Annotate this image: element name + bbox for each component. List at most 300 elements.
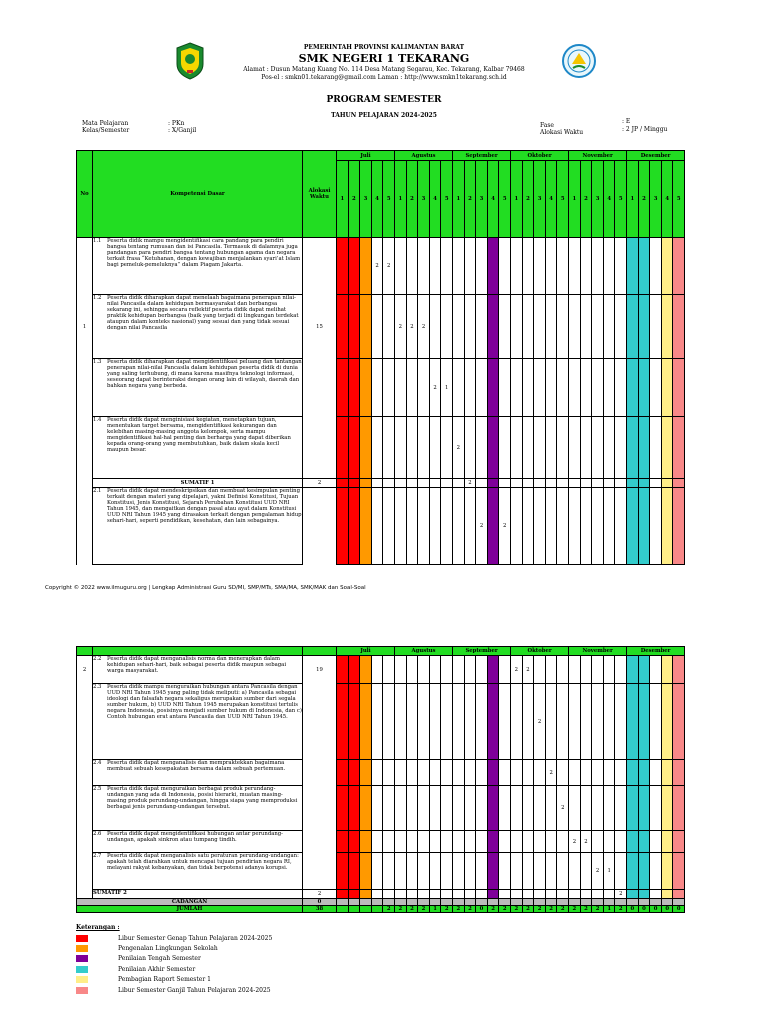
kd-number: 1.3 xyxy=(93,359,102,365)
week-cell xyxy=(638,417,650,479)
week-cell xyxy=(476,238,488,295)
week-cell xyxy=(557,656,569,684)
week-cell xyxy=(650,479,662,488)
kd-text: Peserta didik dapat menganalisis satu peraturan perundang-undangan: apakah telah diarahkan untuk mencapai tujuan pendirian negara RI, melayani rakyat kebanyakan, dan tidak berpotensi adanya korupsi. xyxy=(107,853,299,871)
kd-number: 2.7 xyxy=(93,853,102,859)
sumatif-row xyxy=(77,890,685,899)
week-cell xyxy=(638,684,650,760)
week-cell: 2 xyxy=(441,906,453,913)
week-cell xyxy=(360,890,372,899)
week-cell xyxy=(395,417,407,479)
week-cell xyxy=(395,684,407,760)
week-cell xyxy=(406,359,418,417)
kd-entry xyxy=(93,853,302,871)
week-cell: 2 xyxy=(534,906,546,913)
week-cell xyxy=(650,853,662,890)
week-cell xyxy=(418,479,430,488)
week-cell xyxy=(661,479,673,488)
week-cell xyxy=(464,684,476,760)
no-cell xyxy=(77,488,93,565)
no-cell xyxy=(77,359,93,417)
week-cell xyxy=(453,479,465,488)
week-cell xyxy=(476,417,488,479)
week-cell xyxy=(348,238,360,295)
kd-row xyxy=(77,853,685,890)
week-cell xyxy=(418,890,430,899)
alokasi-cell: 2 xyxy=(303,890,337,899)
no-cell xyxy=(77,238,93,295)
week-header: 3 xyxy=(476,161,488,238)
week-cell xyxy=(545,417,557,479)
alokasi-cell xyxy=(303,238,337,295)
week-cell xyxy=(337,479,349,488)
legend-item xyxy=(76,975,272,985)
week-cell xyxy=(371,906,383,913)
legend-swatch xyxy=(76,976,88,983)
week-cell xyxy=(522,238,534,295)
week-cell xyxy=(650,238,662,295)
week-cell xyxy=(534,899,546,906)
week-cell xyxy=(464,295,476,359)
week-cell xyxy=(580,786,592,831)
no-header xyxy=(77,647,93,656)
jumlah-label: JUMLAH xyxy=(77,906,303,913)
week-cell xyxy=(661,890,673,899)
week-cell xyxy=(569,417,581,479)
week-cell xyxy=(661,295,673,359)
week-cell: 2 xyxy=(615,890,627,899)
week-cell: 2 xyxy=(545,760,557,786)
week-cell xyxy=(476,295,488,359)
jumlah-row xyxy=(77,906,685,913)
week-cell xyxy=(534,831,546,853)
sumatif-label: SUMATIF 2 xyxy=(93,890,303,899)
kd-text: Peserta didik dapat mengidentifikasi hubungan antar perundang-undangan, apakah sinkron atau tumpang tindih. xyxy=(107,831,283,843)
kd-number: 2.4 xyxy=(93,760,102,766)
kd-cell xyxy=(93,853,303,890)
week-cell xyxy=(429,890,441,899)
week-cell xyxy=(580,238,592,295)
week-cell xyxy=(522,479,534,488)
week-cell xyxy=(627,831,639,853)
week-cell xyxy=(661,488,673,565)
week-cell xyxy=(337,488,349,565)
legend-label: Libur Semester Genap Tahun Pelajaran 2024-2025 xyxy=(118,934,273,942)
week-cell xyxy=(592,488,604,565)
week-cell xyxy=(406,417,418,479)
week-cell xyxy=(499,831,511,853)
week-cell xyxy=(499,890,511,899)
week-cell xyxy=(383,786,395,831)
week-cell xyxy=(371,359,383,417)
week-cell xyxy=(371,831,383,853)
week-cell xyxy=(348,417,360,479)
week-cell xyxy=(476,656,488,684)
week-cell: 2 xyxy=(511,656,523,684)
week-cell: 2 xyxy=(592,853,604,890)
week-cell xyxy=(534,786,546,831)
week-cell xyxy=(650,417,662,479)
week-cell: 2 xyxy=(522,656,534,684)
week-cell xyxy=(360,786,372,831)
week-header: 5 xyxy=(615,161,627,238)
alokasi-header xyxy=(303,647,337,656)
week-cell xyxy=(522,488,534,565)
week-cell xyxy=(592,656,604,684)
week-cell xyxy=(557,479,569,488)
week-cell xyxy=(569,760,581,786)
week-cell: 2 xyxy=(487,906,499,913)
week-cell xyxy=(615,479,627,488)
month-header: Desember xyxy=(627,151,685,161)
week-cell xyxy=(603,238,615,295)
week-cell: 0 xyxy=(627,906,639,913)
legend-item xyxy=(76,985,272,995)
no-header: No xyxy=(77,151,93,238)
week-cell xyxy=(348,906,360,913)
week-cell xyxy=(395,899,407,906)
week-cell xyxy=(441,238,453,295)
week-cell xyxy=(499,684,511,760)
week-cell xyxy=(395,488,407,565)
week-cell xyxy=(673,488,685,565)
week-cell xyxy=(627,417,639,479)
week-cell xyxy=(592,417,604,479)
week-cell xyxy=(627,656,639,684)
week-cell xyxy=(487,656,499,684)
week-cell xyxy=(650,890,662,899)
week-cell xyxy=(673,760,685,786)
week-cell xyxy=(453,295,465,359)
week-cell xyxy=(638,899,650,906)
week-cell: 2 xyxy=(557,786,569,831)
week-cell: 0 xyxy=(661,906,673,913)
week-cell xyxy=(557,488,569,565)
week-cell: 1 xyxy=(441,359,453,417)
week-cell xyxy=(418,760,430,786)
week-cell xyxy=(360,906,372,913)
week-cell: 1 xyxy=(429,906,441,913)
week-cell xyxy=(418,853,430,890)
week-cell xyxy=(569,853,581,890)
copyright-note: Copyright © 2022 www.ilmuguru.org | Lengkap Administrasi Guru SD/MI, SMP/MTs, SMA/MA, SMK/MAK dan Soal-Soal xyxy=(45,585,366,591)
week-cell xyxy=(545,488,557,565)
week-cell xyxy=(464,831,476,853)
week-cell xyxy=(371,479,383,488)
week-cell xyxy=(511,760,523,786)
week-cell xyxy=(557,417,569,479)
week-cell xyxy=(453,238,465,295)
week-cell xyxy=(395,479,407,488)
week-cell: 2 xyxy=(418,906,430,913)
kd-row xyxy=(77,831,685,853)
week-cell xyxy=(627,684,639,760)
week-cell xyxy=(661,684,673,760)
week-cell xyxy=(441,760,453,786)
week-cell xyxy=(383,656,395,684)
week-cell xyxy=(429,238,441,295)
week-cell xyxy=(383,760,395,786)
week-cell xyxy=(545,656,557,684)
week-cell xyxy=(661,238,673,295)
kd-cell xyxy=(93,760,303,786)
week-cell xyxy=(511,890,523,899)
week-header: 3 xyxy=(534,161,546,238)
week-cell xyxy=(441,417,453,479)
week-cell xyxy=(383,890,395,899)
month-header: November xyxy=(569,151,627,161)
week-cell xyxy=(627,853,639,890)
week-cell xyxy=(499,238,511,295)
week-cell xyxy=(592,295,604,359)
kd-row xyxy=(77,417,685,479)
week-cell xyxy=(580,295,592,359)
week-header: 2 xyxy=(348,161,360,238)
week-cell xyxy=(395,359,407,417)
week-cell xyxy=(638,359,650,417)
week-cell xyxy=(337,853,349,890)
week-cell xyxy=(371,417,383,479)
week-cell xyxy=(534,488,546,565)
week-cell xyxy=(580,359,592,417)
week-cell xyxy=(395,853,407,890)
week-cell xyxy=(615,359,627,417)
kd-number: 1.4 xyxy=(93,417,102,423)
week-cell xyxy=(661,656,673,684)
week-cell xyxy=(418,417,430,479)
week-cell xyxy=(453,656,465,684)
week-cell xyxy=(441,831,453,853)
week-cell: 2 xyxy=(592,906,604,913)
week-cell xyxy=(673,295,685,359)
week-cell xyxy=(383,488,395,565)
kd-cell xyxy=(93,359,303,417)
week-cell xyxy=(406,684,418,760)
kd-cell xyxy=(93,684,303,760)
week-header: 1 xyxy=(337,161,349,238)
alokasi-cell: 2 xyxy=(303,479,337,488)
kd-cell xyxy=(93,295,303,359)
alokasi-cell: 0 xyxy=(303,899,337,906)
week-cell xyxy=(580,899,592,906)
week-cell xyxy=(395,890,407,899)
kd-header: Kompetensi Dasar xyxy=(93,151,303,238)
week-cell xyxy=(557,238,569,295)
week-cell xyxy=(638,786,650,831)
week-cell: 1 xyxy=(603,853,615,890)
kd-text: Peserta didik mampu menguraikan hubungan antara Pancasila dengan UUD NRI Tahun 1945 yang paling tidak meliputi: a) Pancasila sebagai ideologi dan falsafah negara sekaligus merupakan sumber dari segala sumber hukum, b) UUD NRI Tahun 1945 merupakan konstitusi tertulis negara Indonesia, posisinya menjadi sumber hukum di Indonesia, dan c) Contoh hubungan erat antara Pancasila dan UUD NRI Tahun 1945. xyxy=(107,684,302,720)
week-cell xyxy=(603,479,615,488)
program-semester-table-page1 xyxy=(76,150,685,565)
week-cell xyxy=(418,786,430,831)
legend-label: Pembagian Raport Semester 1 xyxy=(118,976,211,984)
week-cell xyxy=(499,899,511,906)
week-cell xyxy=(453,359,465,417)
week-cell xyxy=(673,359,685,417)
kd-entry xyxy=(93,359,302,389)
no-cell: 2 xyxy=(77,656,93,684)
week-cell xyxy=(557,760,569,786)
alokasi-label: Alokasi Waktu xyxy=(540,129,584,136)
week-header: 3 xyxy=(650,161,662,238)
no-cell xyxy=(77,684,93,760)
week-cell xyxy=(499,853,511,890)
week-cell xyxy=(673,853,685,890)
week-cell xyxy=(534,417,546,479)
week-cell: 0 xyxy=(650,906,662,913)
week-cell xyxy=(650,656,662,684)
week-cell xyxy=(383,479,395,488)
week-cell xyxy=(499,295,511,359)
kd-text: Peserta didik dapat menguraikan berbagai produk perundang-undangan yang ada di Indonesia, posisi hierarki, muatan masing-masing produk perundang-undangan, hingga siapa yang memproduksi berbagai jenis perundang-undangan tersebut. xyxy=(107,786,298,810)
week-cell: 2 xyxy=(395,295,407,359)
week-cell xyxy=(441,890,453,899)
week-cell xyxy=(360,295,372,359)
week-cell xyxy=(348,295,360,359)
kd-header xyxy=(93,647,303,656)
week-cell xyxy=(650,786,662,831)
week-cell xyxy=(522,760,534,786)
week-cell xyxy=(650,831,662,853)
kd-number: 2.3 xyxy=(93,684,102,690)
week-cell xyxy=(395,238,407,295)
week-cell xyxy=(511,831,523,853)
week-cell xyxy=(615,417,627,479)
kd-number: 2.2 xyxy=(93,656,102,662)
alokasi-cell: 38 xyxy=(303,906,337,913)
legend-title: Keterangan : xyxy=(76,924,120,931)
week-cell xyxy=(360,359,372,417)
week-cell xyxy=(395,786,407,831)
week-cell xyxy=(487,786,499,831)
week-cell xyxy=(638,479,650,488)
week-cell xyxy=(429,295,441,359)
week-cell xyxy=(487,853,499,890)
week-cell xyxy=(650,295,662,359)
legend xyxy=(76,924,272,995)
month-header: September xyxy=(453,151,511,161)
week-cell xyxy=(418,831,430,853)
mapel-value: : PKn xyxy=(168,120,185,127)
week-cell xyxy=(627,479,639,488)
week-cell xyxy=(487,295,499,359)
alokasi-cell xyxy=(303,853,337,890)
week-cell: 2 xyxy=(464,906,476,913)
document-title: PROGRAM SEMESTER xyxy=(326,95,442,105)
week-cell xyxy=(673,831,685,853)
week-header: 2 xyxy=(638,161,650,238)
no-cell xyxy=(77,831,93,853)
week-cell xyxy=(661,760,673,786)
week-cell xyxy=(464,890,476,899)
week-cell xyxy=(627,359,639,417)
week-cell xyxy=(348,899,360,906)
week-header: 4 xyxy=(487,161,499,238)
week-cell xyxy=(545,899,557,906)
alokasi-cell xyxy=(303,417,337,479)
alokasi-cell xyxy=(303,786,337,831)
week-cell xyxy=(441,479,453,488)
week-cell xyxy=(592,890,604,899)
week-header: 2 xyxy=(580,161,592,238)
week-cell xyxy=(627,760,639,786)
week-cell xyxy=(406,238,418,295)
no-cell xyxy=(77,890,93,899)
kd-text: Peserta didik dapat menganalisis dan mempraktekkan bagaimana membuat sebuah kesepakatan bersama dalam sebuah pertemuan. xyxy=(107,760,286,772)
week-cell xyxy=(511,488,523,565)
no-cell xyxy=(77,417,93,479)
week-cell xyxy=(395,656,407,684)
week-cell xyxy=(592,786,604,831)
week-cell xyxy=(603,359,615,417)
week-cell xyxy=(627,890,639,899)
week-cell xyxy=(673,684,685,760)
week-cell xyxy=(580,760,592,786)
week-cell xyxy=(511,899,523,906)
week-cell xyxy=(476,853,488,890)
week-cell xyxy=(603,295,615,359)
week-cell xyxy=(534,760,546,786)
kd-entry xyxy=(93,684,302,720)
kelas-value: : X/Ganjil xyxy=(168,127,197,134)
week-header: 2 xyxy=(522,161,534,238)
week-cell xyxy=(418,238,430,295)
week-cell xyxy=(569,786,581,831)
week-header: 4 xyxy=(371,161,383,238)
month-header: Agustus xyxy=(395,151,453,161)
week-cell xyxy=(337,786,349,831)
week-cell xyxy=(545,684,557,760)
kd-entry xyxy=(93,656,302,674)
week-cell xyxy=(395,831,407,853)
week-cell xyxy=(627,899,639,906)
kd-entry xyxy=(93,786,302,810)
week-cell xyxy=(499,359,511,417)
week-cell xyxy=(395,760,407,786)
week-cell xyxy=(557,890,569,899)
week-cell xyxy=(650,899,662,906)
week-cell xyxy=(545,786,557,831)
week-cell xyxy=(545,890,557,899)
kd-text: Peserta didik diharapkan dapat mengidentifikasi peluang dan tantangan penerapan nilai-nilai Pancasila dalam kehidupan peserta didik di dunia yang saling terhubung, di mana karena masifnya teknologi informasi, seseorang dapat berinteraksi dengan orang lain di wilayah, daerah dan bahkan negara yang berbeda. xyxy=(107,359,302,389)
week-cell xyxy=(615,295,627,359)
week-cell xyxy=(592,359,604,417)
week-cell xyxy=(487,899,499,906)
week-cell xyxy=(360,831,372,853)
school-name: SMK NEGERI 1 TEKARANG xyxy=(298,52,470,65)
week-cell xyxy=(464,899,476,906)
week-cell xyxy=(406,831,418,853)
week-cell xyxy=(406,890,418,899)
week-cell xyxy=(638,831,650,853)
kd-cell xyxy=(93,786,303,831)
week-cell xyxy=(661,899,673,906)
week-cell xyxy=(371,786,383,831)
week-cell xyxy=(569,238,581,295)
week-cell xyxy=(348,656,360,684)
week-header: 5 xyxy=(557,161,569,238)
government-name: PEMERINTAH PROVINSI KALIMANTAN BARAT xyxy=(303,44,465,51)
week-cell xyxy=(557,295,569,359)
week-cell xyxy=(429,760,441,786)
week-cell xyxy=(406,853,418,890)
kd-cell xyxy=(93,831,303,853)
week-cell xyxy=(522,853,534,890)
week-cell xyxy=(569,890,581,899)
week-cell xyxy=(638,656,650,684)
week-cell xyxy=(627,238,639,295)
kd-text: Peserta didik dapat menganalisis norma dan menerapkan dalam kehidupan sehari-hari, baik sebagai peserta didik maupun sebagai warga masyarakat. xyxy=(107,656,287,674)
